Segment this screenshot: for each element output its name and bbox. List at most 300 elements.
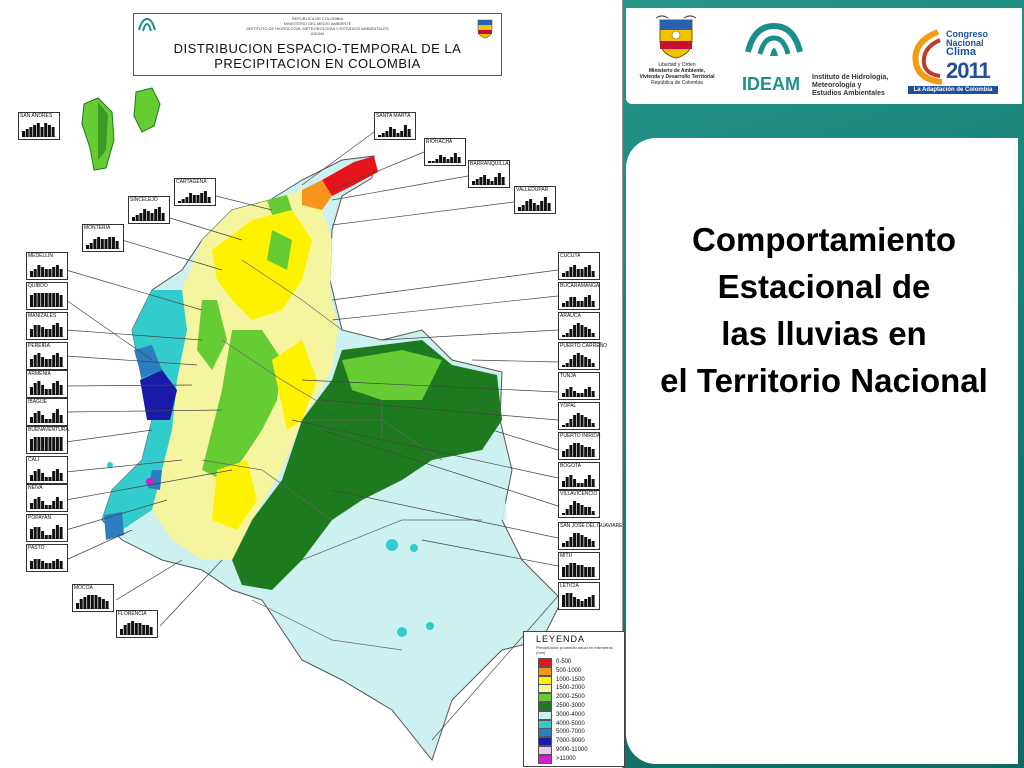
legend-swatch [538, 720, 552, 729]
histogram-bar [573, 501, 576, 515]
histogram-bar [569, 537, 572, 547]
histogram-bar [588, 419, 591, 427]
histogram-bar [83, 597, 86, 609]
map-header-line: MINISTERIO DEL MEDIO AMBIENTE [283, 21, 352, 26]
histogram-bar [537, 205, 540, 211]
histogram-bar [573, 297, 576, 307]
histogram-bar [502, 177, 505, 185]
histogram-bar [577, 301, 580, 307]
station-box [558, 490, 600, 518]
histogram-bar [588, 567, 591, 577]
histogram-bar [588, 265, 591, 277]
histogram-bar [566, 423, 569, 427]
histogram-bar [584, 537, 587, 547]
station-label: MEDELLIN [28, 253, 54, 259]
station-box [558, 522, 623, 550]
station-histogram [30, 381, 64, 395]
histogram-bar [581, 301, 584, 307]
histogram-bar [476, 179, 479, 185]
histogram-bar [581, 393, 584, 397]
histogram-bar [540, 201, 543, 211]
histogram-bar [30, 561, 33, 569]
histogram-bar [592, 595, 595, 607]
station-histogram [562, 501, 596, 515]
histogram-bar [548, 203, 551, 211]
histogram-bar [573, 479, 576, 487]
histogram-bar [494, 177, 497, 185]
histogram-bar [573, 563, 576, 577]
histogram-bar [37, 353, 40, 367]
histogram-bar [581, 535, 584, 547]
histogram-bar [41, 473, 44, 481]
histogram-bar [34, 383, 37, 395]
histogram-bar [52, 529, 55, 539]
histogram-bar [52, 355, 55, 367]
histogram-bar [562, 451, 565, 457]
slide-title-line: Comportamiento [692, 221, 956, 258]
histogram-bar [584, 327, 587, 337]
station-box [26, 426, 68, 454]
station-label: MOCOA [74, 585, 93, 591]
histogram-bar [49, 419, 52, 423]
station-box [26, 484, 68, 512]
histogram-bar [102, 599, 105, 609]
histogram-bar [592, 423, 595, 427]
station-label: CUCUTA [560, 253, 581, 259]
histogram-bar [52, 383, 55, 395]
station-box [26, 252, 68, 280]
histogram-bar [569, 359, 572, 367]
histogram-bar [447, 159, 450, 163]
slide-title-line: Estacional de [717, 268, 931, 305]
histogram-bar [577, 565, 580, 577]
histogram-bar [34, 499, 37, 509]
histogram-bar [60, 357, 63, 367]
histogram-bar [584, 479, 587, 487]
station-label: SAN ANDRES [20, 113, 53, 119]
histogram-bar [581, 325, 584, 337]
histogram-bar [588, 295, 591, 307]
histogram-bar [573, 597, 576, 607]
station-label: CALI [28, 457, 40, 463]
histogram-bar [49, 563, 52, 569]
histogram-bar [56, 323, 59, 337]
histogram-bar [562, 393, 565, 397]
histogram-bar [584, 417, 587, 427]
histogram-bar [435, 159, 438, 163]
histogram-bar [56, 265, 59, 277]
histogram-bar [60, 327, 63, 337]
histogram-bar [569, 593, 572, 607]
legend-swatch [538, 755, 552, 764]
station-label: LETICIA [560, 583, 579, 589]
histogram-bar [22, 131, 25, 137]
histogram-bar [533, 203, 536, 211]
legend-title: LEYENDA [536, 634, 586, 644]
histogram-bar [569, 419, 572, 427]
histogram-bar [566, 333, 569, 337]
histogram-bar [573, 265, 576, 277]
histogram-bar [37, 469, 40, 481]
station-histogram [30, 409, 64, 423]
histogram-bar [41, 437, 44, 451]
histogram-bar [577, 599, 580, 607]
histogram-bar [162, 213, 165, 221]
histogram-bar [566, 389, 569, 397]
station-histogram [132, 207, 166, 221]
histogram-bar [49, 437, 52, 451]
histogram-bar [588, 329, 591, 337]
histogram-bar [577, 443, 580, 457]
histogram-bar [60, 415, 63, 423]
histogram-bar [158, 207, 161, 221]
histogram-bar [45, 389, 48, 395]
histogram-bar [592, 479, 595, 487]
histogram-bar [382, 133, 385, 137]
histogram-bar [588, 539, 591, 547]
histogram-bar [204, 191, 207, 203]
legend-label: >11000 [556, 755, 576, 762]
histogram-bar [566, 363, 569, 367]
station-box [174, 178, 216, 206]
station-box [18, 112, 60, 140]
station-histogram [518, 197, 552, 211]
histogram-bar [45, 293, 48, 307]
histogram-bar [112, 237, 115, 249]
histogram-bar [584, 567, 587, 577]
station-label: TUNJA [560, 373, 577, 379]
histogram-bar [29, 127, 32, 137]
histogram-bar [37, 437, 40, 451]
histogram-bar [45, 359, 48, 367]
congreso-swoosh-icon [908, 28, 948, 86]
histogram-bar [60, 385, 63, 395]
histogram-bar [34, 325, 37, 337]
station-box [26, 398, 68, 426]
histogram-bar [48, 125, 51, 137]
station-label: MITU [560, 553, 573, 559]
station-label: SANTA MARTA [376, 113, 411, 119]
histogram-bar [566, 593, 569, 607]
histogram-bar [60, 437, 63, 451]
histogram-bar [569, 297, 572, 307]
histogram-bar [584, 447, 587, 457]
histogram-bar [49, 359, 52, 367]
station-box [26, 342, 68, 370]
station-histogram [562, 383, 596, 397]
station-histogram [562, 413, 596, 427]
station-histogram [562, 263, 596, 277]
histogram-bar [581, 445, 584, 457]
station-histogram [562, 293, 596, 307]
histogram-bar [52, 325, 55, 337]
histogram-bar [577, 269, 580, 277]
histogram-bar [41, 357, 44, 367]
station-box [82, 224, 124, 252]
histogram-bar [450, 157, 453, 163]
station-label: MANIZALES [28, 313, 57, 319]
histogram-bar [592, 333, 595, 337]
histogram-bar [569, 445, 572, 457]
histogram-bar [26, 129, 29, 137]
ideam-full-line: Estudios Ambientales [812, 90, 885, 97]
legend-label: 3000-4000 [556, 711, 585, 718]
histogram-bar [566, 477, 569, 487]
histogram-bar [569, 387, 572, 397]
histogram-bar [34, 471, 37, 481]
histogram-bar [584, 507, 587, 515]
histogram-bar [569, 505, 572, 515]
station-histogram [76, 595, 110, 609]
histogram-bar [135, 623, 138, 635]
histogram-bar [120, 629, 123, 635]
ideam-full-line: Meteorología y [812, 82, 862, 89]
station-label: POPAYAN [28, 515, 52, 521]
station-label: CARTAGENA [176, 179, 207, 185]
histogram-bar [37, 559, 40, 569]
histogram-bar [208, 197, 211, 203]
station-box [558, 402, 600, 430]
histogram-bar [581, 269, 584, 277]
histogram-bar [525, 201, 528, 211]
histogram-bar [56, 525, 59, 539]
histogram-bar [34, 413, 37, 423]
histogram-bar [52, 437, 55, 451]
ministry-line: Libertad y Orden [658, 62, 696, 68]
legend-label: 1000-1500 [556, 676, 585, 683]
histogram-bar [87, 595, 90, 609]
histogram-bar [60, 561, 63, 569]
ideam-name: IDEAM [742, 74, 800, 94]
histogram-bar [49, 389, 52, 395]
histogram-bar [562, 303, 565, 307]
histogram-bar [132, 217, 135, 221]
histogram-bar [30, 359, 33, 367]
histogram-bar [592, 541, 595, 547]
histogram-bar [45, 437, 48, 451]
histogram-bar [573, 533, 576, 547]
histogram-bar [588, 475, 591, 487]
histogram-bar [56, 353, 59, 367]
histogram-bar [41, 267, 44, 277]
histogram-bar [56, 497, 59, 509]
histogram-bar [56, 559, 59, 569]
station-box [26, 456, 68, 484]
histogram-bar [41, 531, 44, 539]
histogram-bar [562, 273, 565, 277]
histogram-bar [37, 497, 40, 509]
histogram-bar [37, 123, 40, 137]
histogram-bar [93, 239, 96, 249]
congreso-year: 2011 [946, 58, 990, 83]
histogram-bar [592, 567, 595, 577]
station-histogram [562, 353, 596, 367]
histogram-bar [573, 355, 576, 367]
histogram-bar [30, 503, 33, 509]
station-label: FLORENCIA [118, 611, 147, 617]
legend-swatch [538, 658, 552, 667]
station-histogram [562, 473, 596, 487]
station-box [26, 312, 68, 340]
histogram-bar [106, 601, 109, 609]
station-histogram [86, 235, 120, 249]
histogram-bar [472, 181, 475, 185]
histogram-bar [49, 329, 52, 337]
histogram-bar [581, 415, 584, 427]
station-box [128, 196, 170, 224]
histogram-bar [37, 527, 40, 539]
histogram-bar [518, 207, 521, 211]
histogram-bar [30, 475, 33, 481]
histogram-bar [147, 211, 150, 221]
legend-label: 4000-5000 [556, 720, 585, 727]
station-label: ARMENIA [28, 371, 51, 377]
histogram-bar [393, 129, 396, 137]
histogram-bar [522, 205, 525, 211]
map-header-line: IDEAM [311, 31, 324, 36]
histogram-bar [592, 301, 595, 307]
station-label: IBAGUE [28, 399, 47, 405]
station-box [558, 432, 600, 460]
station-label: ARAUCA [560, 313, 581, 319]
histogram-bar [592, 449, 595, 457]
station-box [26, 544, 68, 572]
histogram-bar [101, 239, 104, 249]
histogram-bar [573, 443, 576, 457]
histogram-bar [562, 543, 565, 547]
legend-subtitle: Precipitación promedio anual en milímetros (mm) [536, 645, 613, 655]
histogram-bar [34, 293, 37, 307]
histogram-bar [577, 533, 580, 547]
station-histogram [562, 443, 596, 457]
histogram-bar [577, 323, 580, 337]
station-label: YOPAL [560, 403, 577, 409]
histogram-bar [573, 325, 576, 337]
histogram-bar [566, 565, 569, 577]
histogram-bar [487, 179, 490, 185]
histogram-bar [34, 269, 37, 277]
histogram-bar [127, 623, 130, 635]
ideam-logo-icon [744, 22, 804, 68]
histogram-bar [562, 595, 565, 607]
station-box [558, 372, 600, 400]
legend-swatch [538, 676, 552, 685]
histogram-bar [581, 601, 584, 607]
histogram-bar [108, 237, 111, 249]
histogram-bar [569, 475, 572, 487]
histogram-bar [584, 599, 587, 607]
histogram-bar [182, 199, 185, 203]
histogram-bar [581, 565, 584, 577]
histogram-bar [529, 199, 532, 211]
histogram-bar [154, 209, 157, 221]
station-box [374, 112, 416, 140]
histogram-bar [37, 325, 40, 337]
histogram-bar [105, 239, 108, 249]
histogram-bar [584, 267, 587, 277]
histogram-bar [52, 127, 55, 137]
station-label: PASTO [28, 545, 45, 551]
station-histogram [562, 533, 596, 547]
station-box [558, 342, 608, 370]
histogram-bar [566, 301, 569, 307]
histogram-bar [577, 503, 580, 515]
station-histogram [428, 149, 462, 163]
histogram-bar [33, 125, 36, 137]
histogram-bar [454, 153, 457, 163]
precipitation-map [2, 0, 623, 768]
legend-label: 5000-7000 [556, 729, 585, 736]
histogram-bar [44, 123, 47, 137]
map-legend [523, 631, 625, 767]
histogram-bar [45, 329, 48, 337]
map-header-line: INSTITUTO DE HIDROLOGIA, METEOROLOGIA Y ESTUDIOS AMBIENTALES [246, 26, 389, 31]
histogram-bar [41, 415, 44, 423]
legend-swatch [538, 728, 552, 737]
histogram-bar [37, 293, 40, 307]
histogram-bar [30, 387, 33, 395]
histogram-bar [60, 527, 63, 539]
histogram-bar [378, 135, 381, 137]
station-box [558, 252, 600, 280]
congreso-word: Congreso [946, 29, 989, 39]
station-histogram [178, 189, 212, 203]
station-histogram [562, 593, 596, 607]
station-label: BARRANQUILLA [470, 161, 509, 167]
ministry-line: Vivienda y Desarrollo Territorial [639, 74, 715, 80]
histogram-bar [91, 595, 94, 609]
station-histogram [562, 323, 596, 337]
station-histogram [22, 123, 56, 137]
histogram-bar [581, 355, 584, 367]
histogram-bar [60, 295, 63, 307]
station-label: SAN JOSE DEL GUAVIARE [560, 523, 623, 529]
legend-label: 9000-11000 [556, 747, 588, 753]
histogram-bar [34, 437, 37, 451]
station-label: PUERTO INIRIDA [560, 433, 601, 439]
histogram-bar [197, 195, 200, 203]
histogram-bar [56, 381, 59, 395]
histogram-bar [146, 625, 149, 635]
histogram-bar [86, 245, 89, 249]
histogram-bar [562, 481, 565, 487]
station-histogram [472, 171, 506, 185]
histogram-bar [584, 357, 587, 367]
station-box [558, 312, 600, 340]
histogram-bar [566, 271, 569, 277]
histogram-bar [49, 505, 52, 509]
ideam-full-line: Instituto de Hidrología, [812, 74, 889, 81]
ministry-line: República de Colombia [651, 80, 703, 86]
histogram-bar [566, 541, 569, 547]
histogram-bar [491, 181, 494, 185]
congreso-word: Nacional [946, 38, 984, 48]
legend-label: 2000-2500 [556, 694, 585, 701]
histogram-bar [178, 201, 181, 203]
histogram-bar [498, 173, 501, 185]
histogram-bar [98, 597, 101, 609]
histogram-bar [49, 269, 52, 277]
station-label: QUIBDO [28, 283, 48, 289]
legend-label: 7000-9000 [556, 738, 585, 745]
histogram-bar [41, 385, 44, 395]
station-histogram [562, 563, 596, 577]
station-histogram [378, 123, 412, 137]
station-label: SINCELEJO [130, 197, 158, 203]
histogram-bar [588, 597, 591, 607]
histogram-bar [30, 271, 33, 277]
slide-title-line: el Territorio Nacional [660, 362, 988, 399]
